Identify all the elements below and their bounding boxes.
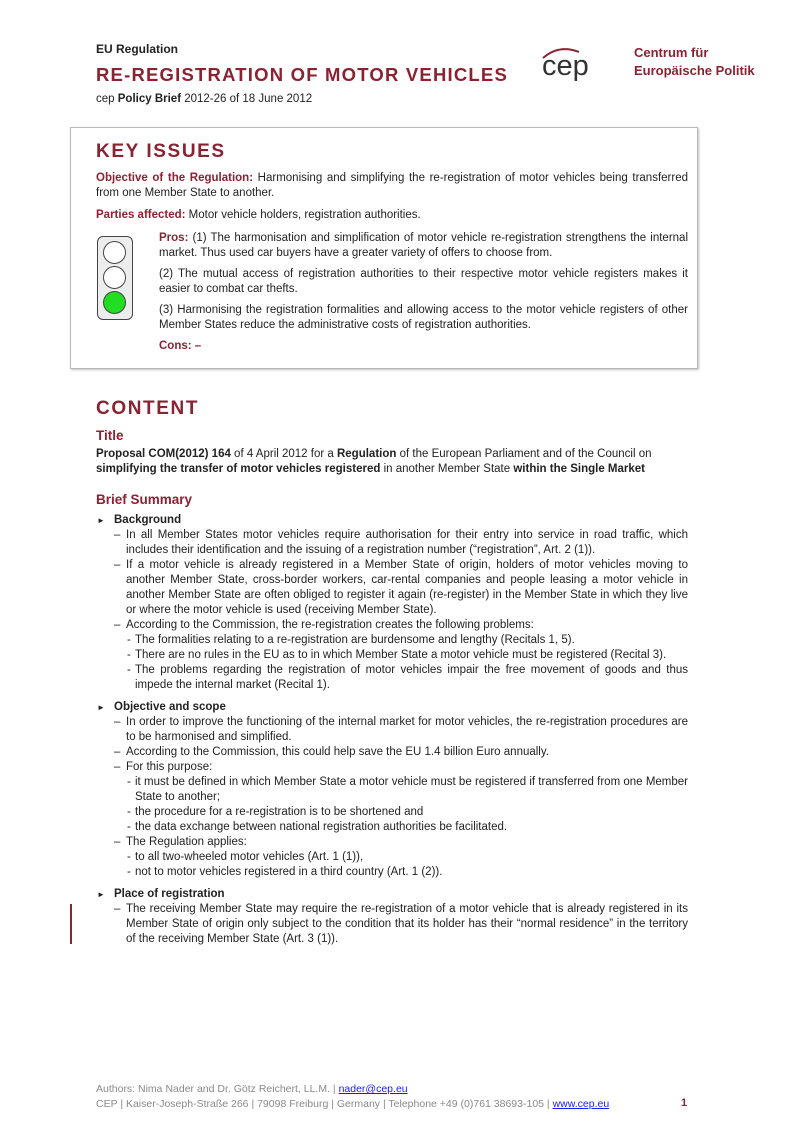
sub-list-item: - There are no rules in the EU as to in which Member State a motor vehicle must be registered (Recital 3). xyxy=(96,648,688,663)
pros-cons-section xyxy=(159,231,688,360)
list-item: – In order to improve the functioning of the internal market for motor vehicles, the re-registration procedures are to be harmonised and simplified. xyxy=(96,715,688,745)
list-item: – According to the Commission, this could help save the EU 1.4 billion Euro annually. xyxy=(96,745,688,760)
organization-name: Centrum für Europäische Politik xyxy=(634,45,755,78)
place-of-registration-heading: ► Place of registration xyxy=(96,887,688,902)
proposal-title-paragraph: Proposal COM(2012) 164 of 4 April 2012 for a Regulation of the European Parliament and of the Council on simplifying the transfer of motor vehicles registered in another Member State within the Single Market xyxy=(96,448,652,475)
traffic-light-green-lamp xyxy=(103,291,126,314)
change-marker-bar xyxy=(70,904,72,944)
content-title: CONTENT xyxy=(96,398,200,419)
svg-text:cep: cep xyxy=(542,50,589,82)
list-item: – The Regulation applies: xyxy=(96,835,688,850)
page-footer xyxy=(96,1082,696,1112)
list-item: – If a motor vehicle is already registered in a Member State of origin, holders of motor vehicles moving to another Member State, cross-border workers, car-rental companies and people leasing a motor vehicle in another Member State are often obliged to register it again (re-register) in the Member State in which they live or where the motor vehicle is used (receiving Member State). xyxy=(96,558,688,618)
sub-list-item: - not to motor vehicles registered in a third country (Art. 1 (2)). xyxy=(96,865,688,880)
brief-summary-heading: Brief Summary xyxy=(96,492,193,507)
sub-list-item: - it must be defined in which Member State a motor vehicle must be registered if transferred from one Member State to another; xyxy=(96,775,688,805)
sub-list-item: - the data exchange between national registration authorities be facilitated. xyxy=(96,820,688,835)
document-title: RE-REGISTRATION OF MOTOR VEHICLES xyxy=(96,64,509,85)
traffic-light-red-lamp xyxy=(103,241,126,264)
sub-list-item: - to all two-wheeled motor vehicles (Art. 1 (1)), xyxy=(96,850,688,865)
sub-list-item: - the procedure for a re-registration is to be shortened and xyxy=(96,805,688,820)
list-item: – For this purpose: xyxy=(96,760,688,775)
list-item: – In all Member States motor vehicles require authorisation for their entry into service in road traffic, which includes their identification and the issuing of a registration number (“registration”, Art. 2 (1)). xyxy=(96,528,688,558)
document-subtitle: cep Policy Brief 2012-26 of 18 June 2012 xyxy=(96,93,313,105)
cep-logo-icon xyxy=(539,42,614,82)
title-heading: Title xyxy=(96,428,124,443)
pros-item-2: (2) The mutual access of registration authorities to their respective motor vehicle registers makes it easier to combat car thefts. xyxy=(159,268,688,295)
key-issues-title: KEY ISSUES xyxy=(96,141,226,162)
footer-address: CEP | Kaiser-Joseph-Straße 266 | 79098 Freiburg | Germany | Telephone +49 (0)761 38693-105 | www.cep.eu xyxy=(96,1098,610,1110)
sub-list-item: - The problems regarding the registration of motor vehicles impair the free movement of goods and thus impede the internal market (Recital 1). xyxy=(96,663,688,693)
footer-authors: Authors: Nima Nader and Dr. Götz Reichert, LL.M. | nader@cep.eu xyxy=(96,1083,408,1095)
author-email-link[interactable]: nader@cep.eu xyxy=(338,1083,408,1095)
traffic-light-icon xyxy=(97,236,133,320)
list-item: – The receiving Member State may require the re-registration of a motor vehicle that is already registered in its Member State of origin only subject to the condition that its holder has their “normal residence” in the territory of the receiving Member State (Art. 3 (1)). xyxy=(96,902,688,947)
pros-item-3: (3) Harmonising the registration formalities and allowing access to the motor vehicle registers of other Member States reduce the administrative costs of registration authorities. xyxy=(159,304,688,331)
brief-summary-list xyxy=(96,513,688,947)
key-issues-box xyxy=(70,127,698,369)
list-item: – According to the Commission, the re-registration creates the following problems: xyxy=(96,618,688,633)
document-category: EU Regulation xyxy=(96,42,179,56)
sub-list-item: - The formalities relating to a re-registration are burdensome and lengthy (Recitals 1, 5). xyxy=(96,633,688,648)
objective-paragraph: Objective of the Regulation: Harmonising and simplifying the re-registration of motor vehicles being transferred from one Member State to another. xyxy=(96,172,688,199)
page-number: 1 xyxy=(681,1097,688,1109)
document-header xyxy=(96,42,776,112)
pros-item-1: Pros: (1) The harmonisation and simplification of motor vehicle re-registration strengthens the internal market. Thus used car buyers have a greater variety of offers to choose from. xyxy=(159,232,688,259)
traffic-light-amber-lamp xyxy=(103,266,126,289)
website-link[interactable]: www.cep.eu xyxy=(552,1098,610,1110)
cons-line: Cons: – xyxy=(159,340,202,352)
objective-scope-heading: ► Objective and scope xyxy=(96,700,688,715)
parties-affected-paragraph: Parties affected: Motor vehicle holders, registration authorities. xyxy=(96,209,421,221)
background-heading: ► Background xyxy=(96,513,688,528)
